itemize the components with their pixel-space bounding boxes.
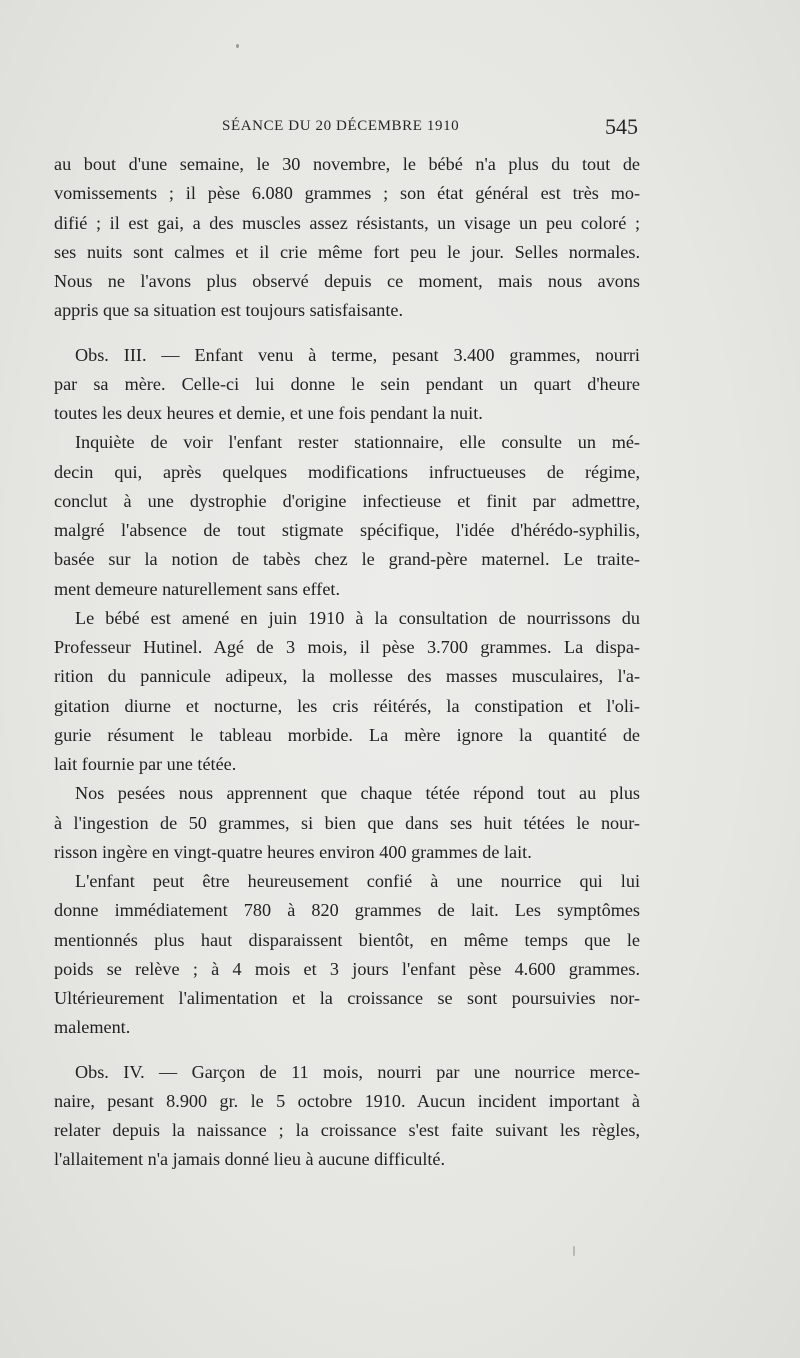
text-line: malgré l'absence de tout stigmate spécifique, l'idée d'hérédo-syphilis, bbox=[54, 520, 640, 540]
text-line: Nous ne l'avons plus observé depuis ce moment, mais nous avons bbox=[54, 271, 640, 291]
running-head: SÉANCE DU 20 DÉCEMBRE 1910 bbox=[222, 118, 460, 134]
text-line: Inquiète de voir l'enfant rester stationnaire, elle consulte un mé- bbox=[75, 432, 640, 453]
body-text bbox=[54, 150, 640, 1175]
text-line: Professeur Hutinel. Agé de 3 mois, il pèse 3.700 grammes. La dispa- bbox=[54, 637, 640, 657]
text-line: au bout d'une semaine, le 30 novembre, le bébé n'a plus du tout de bbox=[54, 154, 640, 174]
text-line: L'enfant peut être heureusement confié à une nourrice qui lui bbox=[75, 871, 640, 891]
text-line: Le bébé est amené en juin 1910 à la consultation de nourrissons du bbox=[75, 607, 640, 628]
text-line: Obs. III. — Enfant venu à terme, pesant 3.400 grammes, nourri bbox=[75, 344, 640, 365]
text-line: poids se relève ; à 4 mois et 3 jours l'enfant pèse 4.600 grammes. bbox=[54, 958, 640, 979]
text-line: ses nuits sont calmes et il crie même fort peu le jour. Selles normales. bbox=[54, 241, 640, 262]
text-line: l'allaitement n'a jamais donné lieu à aucune difficulté. bbox=[54, 1149, 446, 1170]
page-number: 545 bbox=[605, 114, 638, 139]
text-line: risson ingère en vingt-quatre heures environ 400 grammes de lait. bbox=[54, 841, 532, 862]
print-speck bbox=[236, 44, 239, 48]
text-line: rition du pannicule adipeux, la mollesse des masses musculaires, l'a- bbox=[54, 666, 640, 687]
text-line: gurie résument le tableau morbide. La mère ignore la quantité de bbox=[54, 724, 640, 745]
paragraph bbox=[54, 428, 640, 604]
paragraph bbox=[54, 867, 640, 1043]
text-line: Ultérieurement l'alimentation et la croissance se sont poursuivies nor- bbox=[54, 988, 640, 1008]
paragraph bbox=[54, 341, 640, 429]
text-line: conclut à une dystrophie d'origine infectieuse et finit par admettre, bbox=[54, 490, 640, 511]
text-line: lait fournie par une tétée. bbox=[54, 754, 237, 774]
text-line: Nos pesées nous apprennent que chaque tétée répond tout au plus bbox=[75, 783, 640, 804]
text-line: difié ; il est gai, a des muscles assez résistants, un visage un peu coloré ; bbox=[54, 212, 640, 233]
text-line: Obs. IV. — Garçon de 11 mois, nourri par une nourrice merce- bbox=[75, 1061, 640, 1082]
text-line: decin qui, après quelques modifications infructueuses de régime, bbox=[54, 461, 640, 482]
text-line: donne immédiatement 780 à 820 grammes de lait. Les symptômes bbox=[54, 900, 640, 921]
paragraph bbox=[54, 1058, 640, 1175]
paragraph-gap bbox=[54, 326, 640, 341]
paragraph bbox=[54, 779, 640, 867]
text-line: gitation diurne et nocturne, les cris réitérés, la constipation et l'oli- bbox=[54, 695, 640, 716]
paragraph bbox=[54, 150, 640, 326]
text-line: basée sur la notion de tabès chez le grand-père maternel. Le traite- bbox=[54, 549, 640, 570]
print-speck bbox=[573, 1246, 575, 1256]
text-line: par sa mère. Celle-ci lui donne le sein pendant un quart d'heure bbox=[54, 373, 640, 394]
text-line: vomissements ; il pèse 6.080 grammes ; son état général est très mo- bbox=[54, 183, 640, 204]
text-line: relater depuis la naissance ; la croissance s'est faite suivant les règles, bbox=[54, 1120, 640, 1140]
paragraph-gap bbox=[54, 1043, 640, 1058]
text-line: toutes les deux heures et demie, et une fois pendant la nuit. bbox=[54, 403, 483, 423]
page-header bbox=[54, 114, 640, 146]
text-line: appris que sa situation est toujours satisfaisante. bbox=[54, 300, 404, 321]
text-line: naire, pesant 8.900 gr. le 5 octobre 1910. Aucun incident important à bbox=[54, 1090, 640, 1111]
text-line: mentionnés plus haut disparaissent bientôt, en même temps que le bbox=[54, 929, 640, 950]
text-line: à l'ingestion de 50 grammes, si bien que dans ses huit tétées le nour- bbox=[54, 812, 640, 833]
paragraph bbox=[54, 604, 640, 780]
text-line: ment demeure naturellement sans effet. bbox=[54, 578, 340, 599]
text-line: malement. bbox=[54, 1017, 131, 1038]
